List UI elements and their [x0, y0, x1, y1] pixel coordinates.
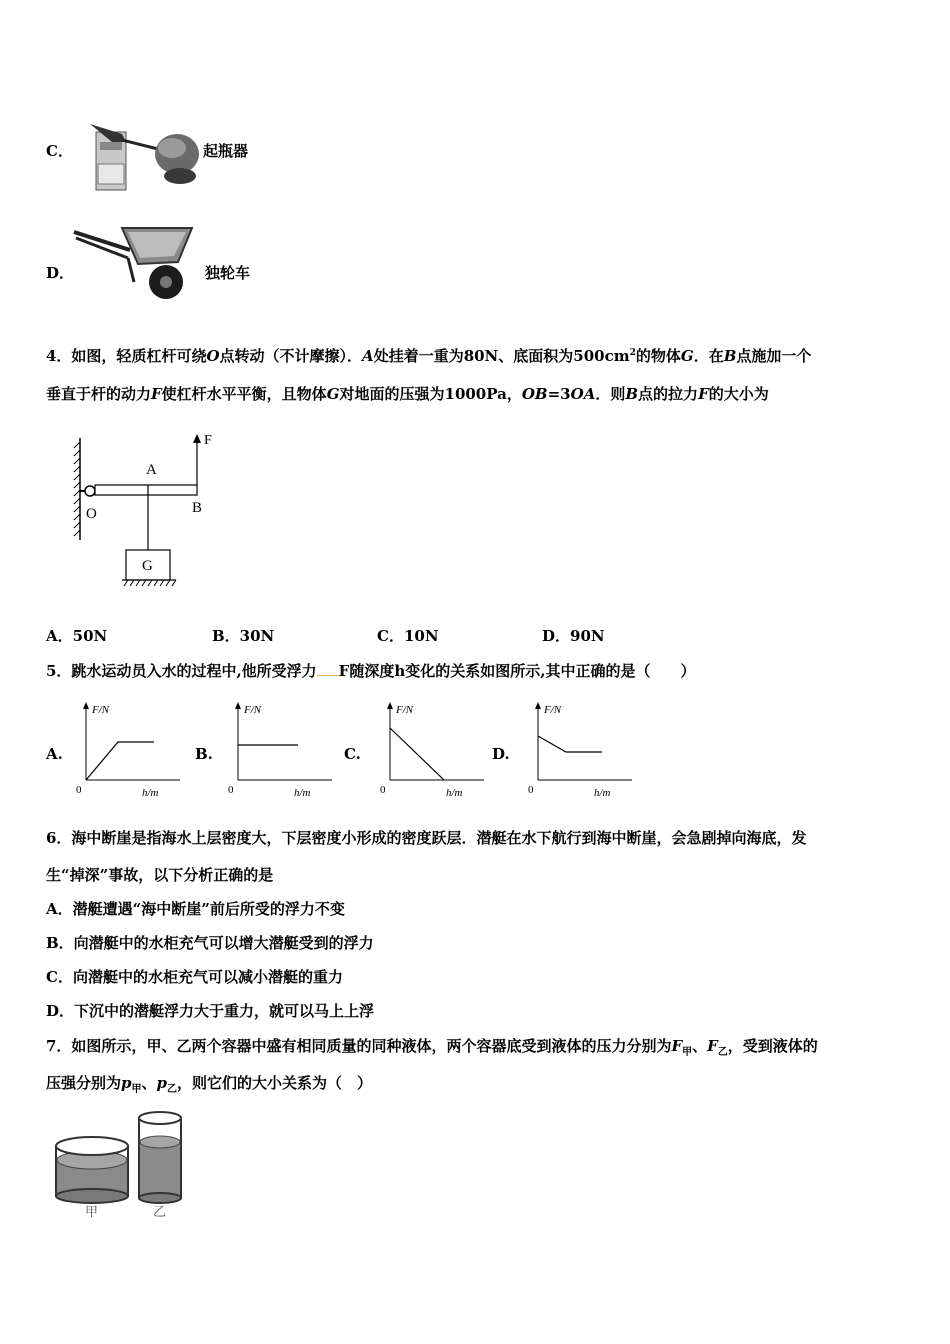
xlabel: h/m	[446, 787, 463, 799]
q5-graph-d-letter: D.	[492, 745, 510, 763]
option-c-label: 起瓶器	[203, 142, 249, 160]
q5-graph-a-letter: A.	[46, 745, 63, 763]
q6-option-b: B．向潜艇中的水柜充气可以增大潜艇受到的浮力	[46, 934, 374, 952]
q5-graph-a	[72, 700, 182, 800]
q4-line-1: 4．如图，轻质杠杆可绕O点转动（不计摩擦）．A处挂着一重为80N、底面积为$500cm^2$的物体G．在B点施加一个	[46, 347, 812, 365]
q5-graph-b-letter: B.	[195, 745, 213, 763]
label-B: B	[192, 500, 203, 516]
q4-option-b: B．30N	[212, 627, 275, 645]
q6-option-a: A．潜艇遭遇“海中断崖”前后所受的浮力不变	[46, 900, 345, 918]
q5-graph-c-letter: C.	[344, 745, 361, 763]
origin: 0	[76, 784, 82, 796]
ylabel: F/N	[92, 704, 110, 716]
q6-option-c: C．向潜艇中的水柜充气可以减小潜艇的重力	[46, 968, 343, 986]
q5-question: 5．跳水运动员入水的过程中,他所受浮力 F随深度h变化的关系如图所示,其中正确的是（ ）	[46, 662, 696, 680]
xlabel: h/m	[142, 787, 159, 799]
wheelbarrow-image	[70, 218, 200, 302]
q6-line-1: 6．海中断崖是指海水上层密度大，下层密度小形成的密度跃层．潜艇在水下航行到海中断崖，会急剧掉向海底，发	[46, 829, 807, 847]
bottle-opener-image	[82, 112, 202, 192]
xlabel: h/m	[594, 787, 611, 799]
ylabel: F/N	[544, 704, 562, 716]
option-d-letter: D．	[46, 264, 75, 282]
ylabel: F/N	[396, 704, 414, 716]
label-yi: 乙	[153, 1204, 167, 1219]
lever-diagram	[70, 428, 230, 598]
label-G: G	[142, 558, 153, 574]
q7-line-1: 7．如图所示，甲、乙两个容器中盛有相同质量的同种液体，两个容器底受到液体的压力分别为$F_甲$、$F_乙$，受到液体的	[46, 1037, 818, 1058]
option-c-letter: C．	[46, 142, 73, 160]
origin: 0	[228, 784, 234, 796]
origin: 0	[528, 784, 534, 796]
q5-graph-b	[224, 700, 334, 800]
q4-option-a: A．50N	[46, 627, 108, 645]
q7-line-2: 压强分别为$p_甲$、$p_乙$，则它们的大小关系为（ ）	[46, 1074, 373, 1095]
q6-option-d: D．下沉中的潜艇浮力大于重力，就可以马上上浮	[46, 1002, 375, 1020]
q6-line-2: 生“掉深”事故，以下分析正确的是	[46, 866, 274, 884]
origin: 0	[380, 784, 386, 796]
label-A: A	[146, 462, 157, 478]
q4-option-d: D．90N	[542, 627, 605, 645]
q5-graph-c	[376, 700, 486, 800]
ylabel: F/N	[244, 704, 262, 716]
label-jia: 甲	[85, 1204, 99, 1219]
q4-line-2: 垂直于杆的动力F使杠杆水平平衡，且物体G对地面的压强为1000Pa，OB=3OA．则B点的拉力F的大小为	[46, 385, 769, 403]
label-O: O	[86, 506, 97, 522]
q4-option-c: C．10N	[377, 627, 439, 645]
label-F: F	[204, 433, 212, 448]
containers-diagram	[50, 1110, 200, 1222]
option-d-label: 独轮车	[205, 264, 251, 282]
xlabel: h/m	[294, 787, 311, 799]
q5-graph-d	[524, 700, 634, 800]
